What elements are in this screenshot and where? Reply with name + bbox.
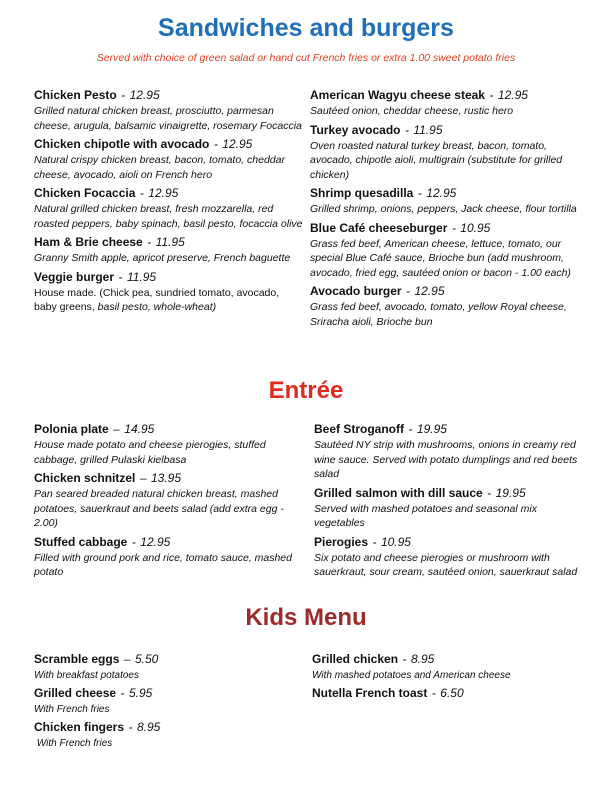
item-separator: –: [123, 652, 131, 666]
entree-title: Entrée: [268, 377, 344, 404]
item-description: Grass fed beef, American cheese, lettuce, tomato, our special Blue Café sauce, Brioche bun (add mushroom, avocado, fried egg, sautéed onion or bacon - 1.00 each): [310, 237, 571, 279]
menu-item: [310, 282, 580, 329]
item-price: 8.95: [136, 720, 161, 734]
item-description: Grilled shrimp, onions, peppers, Jack cheese, flour tortilla: [310, 203, 577, 215]
item-description-italic: basil pesto, whole-wheat): [97, 301, 217, 313]
menu-item: [34, 718, 304, 751]
item-separator: -: [139, 186, 144, 200]
item-description: Filled with ground pork and rice, tomato sauce, mashed potato: [34, 551, 292, 578]
item-price: 10.95: [460, 220, 491, 235]
item-price: 12.95: [140, 534, 171, 549]
item-separator: –: [113, 422, 120, 436]
item-price: 14.95: [124, 422, 155, 436]
menu-item: [34, 684, 304, 717]
item-description: With French fries: [34, 704, 110, 715]
item-price: 6.50: [440, 686, 464, 700]
item-name: Polonia plate: [34, 422, 109, 436]
item-separator: -: [372, 534, 377, 549]
item-separator: -: [417, 186, 422, 200]
sandwiches-title: Sandwiches and burgers: [158, 14, 454, 42]
item-separator: -: [131, 534, 136, 549]
item-name: Grilled salmon with dill sauce: [314, 485, 483, 500]
item-price: 8.95: [410, 652, 435, 666]
menu-item: [314, 484, 584, 531]
menu-item: [34, 533, 304, 580]
item-description: Six potato and cheese pierogies or mushroom with sauerkraut, sour cream, sautéed onion, sauerkraut salad: [314, 551, 578, 578]
item-description: Natural crispy chicken breast, bacon, tomato, cheddar cheese, avocado, aioli on French hero: [34, 154, 285, 181]
item-name: Chicken Pesto: [34, 88, 117, 102]
item-price: 11.95: [126, 269, 157, 284]
menu-item: [34, 233, 304, 266]
item-price: 11.95: [155, 235, 185, 249]
menu-item: [34, 268, 304, 315]
item-name: Scramble eggs: [34, 652, 120, 666]
item-description: Served with mashed potatoes and seasonal mix vegetables: [314, 502, 537, 529]
item-separator: -: [121, 88, 126, 102]
item-name: American Wagyu cheese steak: [310, 88, 485, 102]
menu-item: [310, 219, 580, 281]
item-separator: -: [431, 686, 436, 700]
item-name: Pierogies: [314, 534, 369, 549]
entree-left-column: [34, 420, 304, 582]
menu-item: [312, 684, 582, 702]
item-name: Beef Stroganoff: [314, 422, 404, 436]
item-price: 5.50: [134, 652, 159, 666]
item-price: 19.95: [495, 485, 526, 500]
item-separator: -: [404, 122, 409, 137]
item-name: Stuffed cabbage: [34, 534, 128, 549]
item-name: Ham & Brie cheese: [34, 235, 143, 249]
item-price: 11.95: [413, 122, 443, 137]
menu-item: [34, 469, 304, 531]
kids-right-column: [312, 650, 582, 702]
menu-item: [310, 121, 580, 183]
kids-menu-title: Kids Menu: [245, 604, 367, 631]
menu-item: [34, 184, 304, 231]
item-separator: -: [120, 686, 125, 700]
item-price: 12.95: [148, 186, 179, 200]
item-name: Veggie burger: [34, 269, 115, 284]
item-name: Chicken Focaccia: [34, 186, 136, 200]
kids-left-column: [34, 650, 304, 752]
item-name: Avocado burger: [310, 284, 402, 298]
item-description: Sautéed onion, cheddar cheese, rustic hero: [310, 105, 514, 117]
menu-item: [34, 420, 304, 467]
entree-right-column: [314, 420, 584, 582]
item-price: 12.95: [222, 137, 253, 151]
menu-item: [312, 650, 582, 683]
item-name: Chicken chipotle with avocado: [34, 137, 210, 151]
item-separator: -: [147, 235, 152, 249]
item-description: With mashed potatoes and American cheese: [312, 670, 511, 681]
item-separator: -: [408, 422, 413, 436]
sandwiches-right-column: [310, 86, 580, 331]
item-price: 10.95: [380, 534, 411, 549]
item-separator: -: [118, 269, 123, 284]
menu-item: [34, 86, 304, 133]
menu-item: [314, 420, 584, 482]
item-description: Granny Smith apple, apricot preserve, French baguette: [34, 252, 291, 264]
item-separator: -: [402, 652, 407, 666]
item-name: Turkey avocado: [310, 122, 401, 137]
item-description: Natural grilled chicken breast, fresh mozzarella, red roasted peppers, baby spinach, basil pesto, focaccia olive: [34, 203, 303, 230]
sandwiches-subtitle: Served with choice of green salad or hand cut French fries or extra 1.00 sweet potato fries: [96, 52, 516, 64]
item-separator: -: [213, 137, 218, 151]
item-name: Shrimp quesadilla: [310, 186, 414, 200]
item-description: [34, 286, 304, 315]
item-name: Chicken fingers: [34, 720, 125, 734]
item-name: Nutella French toast: [312, 686, 428, 700]
item-name: Blue Café cheeseburger: [310, 220, 448, 235]
item-description: House made potato and cheese pierogies, stuffed cabbage, grilled Pulaski kielbasa: [34, 439, 266, 466]
item-name: Chicken schnitzel: [34, 471, 136, 485]
item-price: 12.95: [129, 88, 160, 102]
item-price: 12.95: [497, 88, 528, 102]
item-description: With French fries: [34, 738, 113, 749]
menu-item: [314, 533, 584, 580]
item-description: With breakfast potatoes: [34, 670, 139, 681]
menu-item: [310, 86, 580, 119]
item-separator: –: [139, 471, 147, 485]
item-separator: -: [489, 88, 494, 102]
item-name: Grilled cheese: [34, 686, 117, 700]
item-separator: -: [128, 720, 133, 734]
item-price: 5.95: [128, 686, 153, 700]
item-separator: -: [406, 284, 411, 298]
item-price: 13.95: [150, 471, 181, 485]
sandwiches-left-column: [34, 86, 304, 317]
item-description: Oven roasted natural turkey breast, bacon, tomato, avocado, chipotle aioli, multigrain (substitute for grilled chicken): [310, 139, 563, 181]
menu-item: [34, 135, 304, 182]
item-price: 12.95: [426, 186, 457, 200]
item-separator: -: [487, 485, 492, 500]
menu-item: [34, 650, 304, 683]
item-description: Pan seared breaded natural chicken breast, mashed potatoes, sauerkraut and beets salad (add extra egg - 2.00): [34, 488, 284, 529]
item-name: Grilled chicken: [312, 652, 399, 666]
item-separator: -: [451, 220, 456, 235]
item-description: Sautéed NY strip with mushrooms, onions in creamy red wine sauce. Served with potato dumplings and red beets salad: [314, 439, 578, 480]
item-price: 19.95: [416, 422, 447, 436]
item-description: Grilled natural chicken breast, prosciutto, parmesan cheese, arugula, balsamic vinaigrette, rosemary Focaccia: [34, 105, 302, 132]
item-price: 12.95: [414, 284, 445, 298]
menu-item: [310, 184, 580, 217]
item-description-plain: House made. (Chick pea, sundried tomato, avocado, baby greens,: [34, 286, 280, 313]
item-description: Grass fed beef, avocado, tomato, yellow Royal cheese, Sriracha aioli, Brioche bun: [310, 301, 567, 328]
